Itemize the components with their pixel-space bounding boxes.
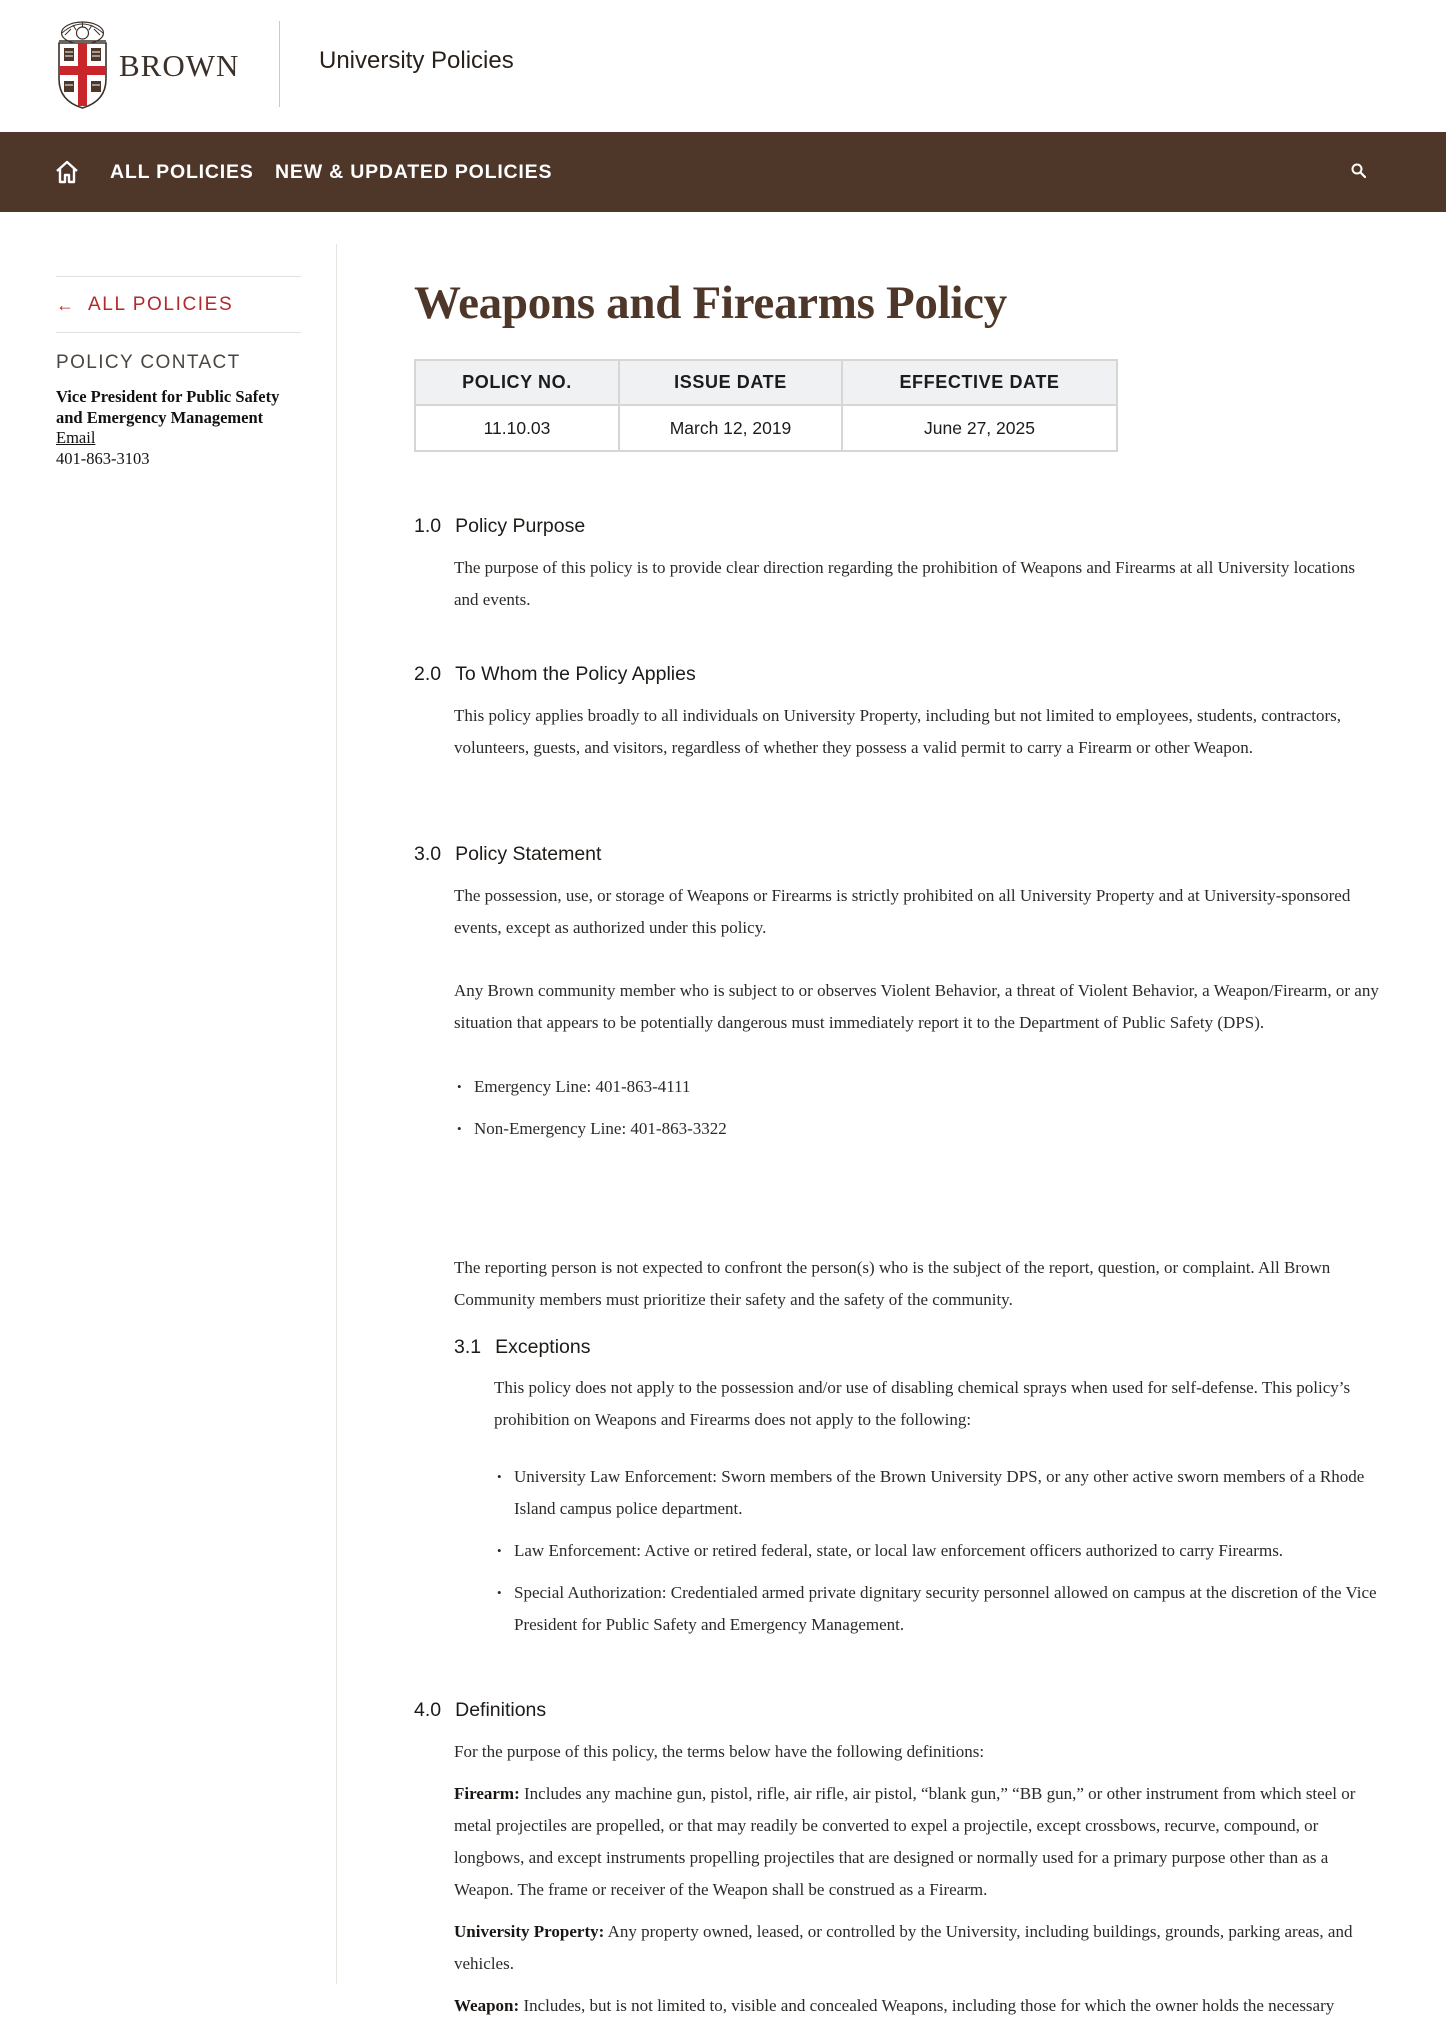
brown-wordmark: BROWN xyxy=(119,48,240,83)
list-item: • University Law Enforcement: Sworn members of the Brown University DPS, or any other active sworn members of a Rhode Island campus police department. xyxy=(494,1461,1394,1525)
section-title: Policy Statement xyxy=(455,843,602,865)
back-to-all-policies-link[interactable] xyxy=(56,294,233,316)
definition-text: Any property owned, leased, or controlled by the University, including buildings, grounds, parking areas, and vehicles. xyxy=(454,1922,1353,1973)
arrow-left-icon: ← xyxy=(56,294,74,315)
table-header-row xyxy=(415,360,1117,405)
policy-meta-table xyxy=(414,359,1118,452)
section-number: 4.0 xyxy=(414,1699,442,1721)
nav-all-policies[interactable]: ALL POLICIES xyxy=(110,161,254,183)
section-number: 3.1 xyxy=(454,1336,482,1358)
section-3-heading xyxy=(414,843,601,866)
sidebar-divider-top xyxy=(56,276,301,277)
section-number: 2.0 xyxy=(414,663,442,685)
main-nav xyxy=(0,132,1446,212)
section-3-1-text: This policy does not apply to the possession and/or use of disabling chemical sprays when used for self-defense. This policy’s prohibition on Weapons and Firearms does not apply to the following: xyxy=(494,1378,1351,1429)
exceptions-list xyxy=(494,1461,1394,1641)
section-3-paragraph-1: The possession, use, or storage of Weapons or Firearms is strictly prohibited on all University Property and at University-sponsored events, except as authorized under this policy. xyxy=(454,886,1351,937)
header-divider xyxy=(279,21,280,107)
section-number: 1.0 xyxy=(414,515,442,537)
table-row xyxy=(415,405,1117,451)
nav-new-updated-policies[interactable]: NEW & UPDATED POLICIES xyxy=(275,161,553,183)
definition-text: Includes, but is not limited to, visible and concealed Weapons, including those for which the owner holds the necessary xyxy=(523,1996,1335,2015)
section-1-heading xyxy=(414,515,585,538)
section-title: Definitions xyxy=(455,1699,547,1721)
section-title: Policy Purpose xyxy=(455,515,586,537)
section-title: Exceptions xyxy=(495,1336,591,1358)
section-3-paragraph-2: Any Brown community member who is subject to or observes Violent Behavior, a threat of Violent Behavior, a Weapon/Firearm, or any situation that appears to be potentially dangerous must immediately report it to the Department of Public Safety (DPS). xyxy=(454,981,1379,1032)
section-number: 3.0 xyxy=(414,843,442,865)
definition-term: Firearm: xyxy=(454,1784,520,1803)
table-header-effective-date: EFFECTIVE DATE xyxy=(842,360,1117,405)
back-link-label: ALL POLICIES xyxy=(88,294,234,315)
section-title: To Whom the Policy Applies xyxy=(455,663,696,685)
section-3-1-heading xyxy=(454,1336,591,1359)
report-lines-list xyxy=(454,1071,727,1145)
definition-text: Includes any machine gun, pistol, rifle, air rifle, air pistol, “blank gun,” “BB gun,” or other instrument from which steel or metal projectiles are propelled, or that may readily be converted to expel a projectile, except crossbows, recurve, compound, or longbows, and except instruments propelling projectiles that are designed or normally used for a primary purpose other than as a Weapon. The frame or receiver of the Weapon shall be construed as a Firearm. xyxy=(454,1784,1356,1899)
list-item: • Emergency Line: 401-863-4111 xyxy=(454,1071,727,1103)
section-3-paragraph-3: The reporting person is not expected to confront the person(s) who is the subject of the report, question, or complaint. All Brown Community members must prioritize their safety and the safety of the community. xyxy=(454,1258,1331,1309)
section-4-intro: For the purpose of this policy, the terms below have the following definitions: xyxy=(454,1742,985,1761)
list-item: • Law Enforcement: Active or retired federal, state, or local law enforcement officers authorized to carry Firearms. xyxy=(494,1535,1394,1567)
policy-contact-heading: POLICY CONTACT xyxy=(56,352,241,373)
definition-term: University Property: xyxy=(454,1922,605,1941)
section-1-text: The purpose of this policy is to provide clear direction regarding the prohibition of Weapons and Firearms at all University locations and events. xyxy=(454,558,1355,609)
policy-contact-phone: 401-863-3103 xyxy=(56,449,150,468)
list-item: • Special Authorization: Credentialed armed private dignitary security personnel allowed on campus at the discretion of the Vice President for Public Safety and Emergency Management. xyxy=(494,1577,1394,1641)
policy-contact-name: Vice President for Public Safety and Emergency Management xyxy=(56,387,280,427)
definition-firearm xyxy=(454,1778,1364,1906)
issue-date: March 12, 2019 xyxy=(619,405,842,451)
definition-university-property xyxy=(454,1916,1364,1980)
policy-number: 11.10.03 xyxy=(415,405,619,451)
definition-weapon xyxy=(454,1990,1394,2022)
page-title: Weapons and Firearms Policy xyxy=(414,277,1007,329)
brown-shield-icon xyxy=(56,19,109,109)
section-2-heading xyxy=(414,663,696,686)
search-icon[interactable] xyxy=(1350,162,1368,180)
section-4-heading xyxy=(414,1699,546,1722)
table-header-policy-no: POLICY NO. xyxy=(415,360,619,405)
policy-contact-email-link[interactable]: Email xyxy=(56,428,96,447)
sidebar-divider-middle xyxy=(56,332,301,333)
definition-term: Weapon: xyxy=(454,1996,520,2015)
home-icon[interactable] xyxy=(54,159,80,185)
site-title[interactable]: University Policies xyxy=(319,47,514,74)
brown-logo[interactable] xyxy=(56,19,239,109)
list-item: • Non-Emergency Line: 401-863-3322 xyxy=(454,1113,727,1145)
sidebar-divider xyxy=(336,244,337,1984)
effective-date: June 27, 2025 xyxy=(842,405,1117,451)
table-header-issue-date: ISSUE DATE xyxy=(619,360,842,405)
section-2-text: This policy applies broadly to all individuals on University Property, including but not limited to employees, students, contractors, volunteers, guests, and visitors, regardless of whether they possess a valid permit to carry a Firearm or other Weapon. xyxy=(454,706,1342,757)
site-header xyxy=(0,0,1446,132)
